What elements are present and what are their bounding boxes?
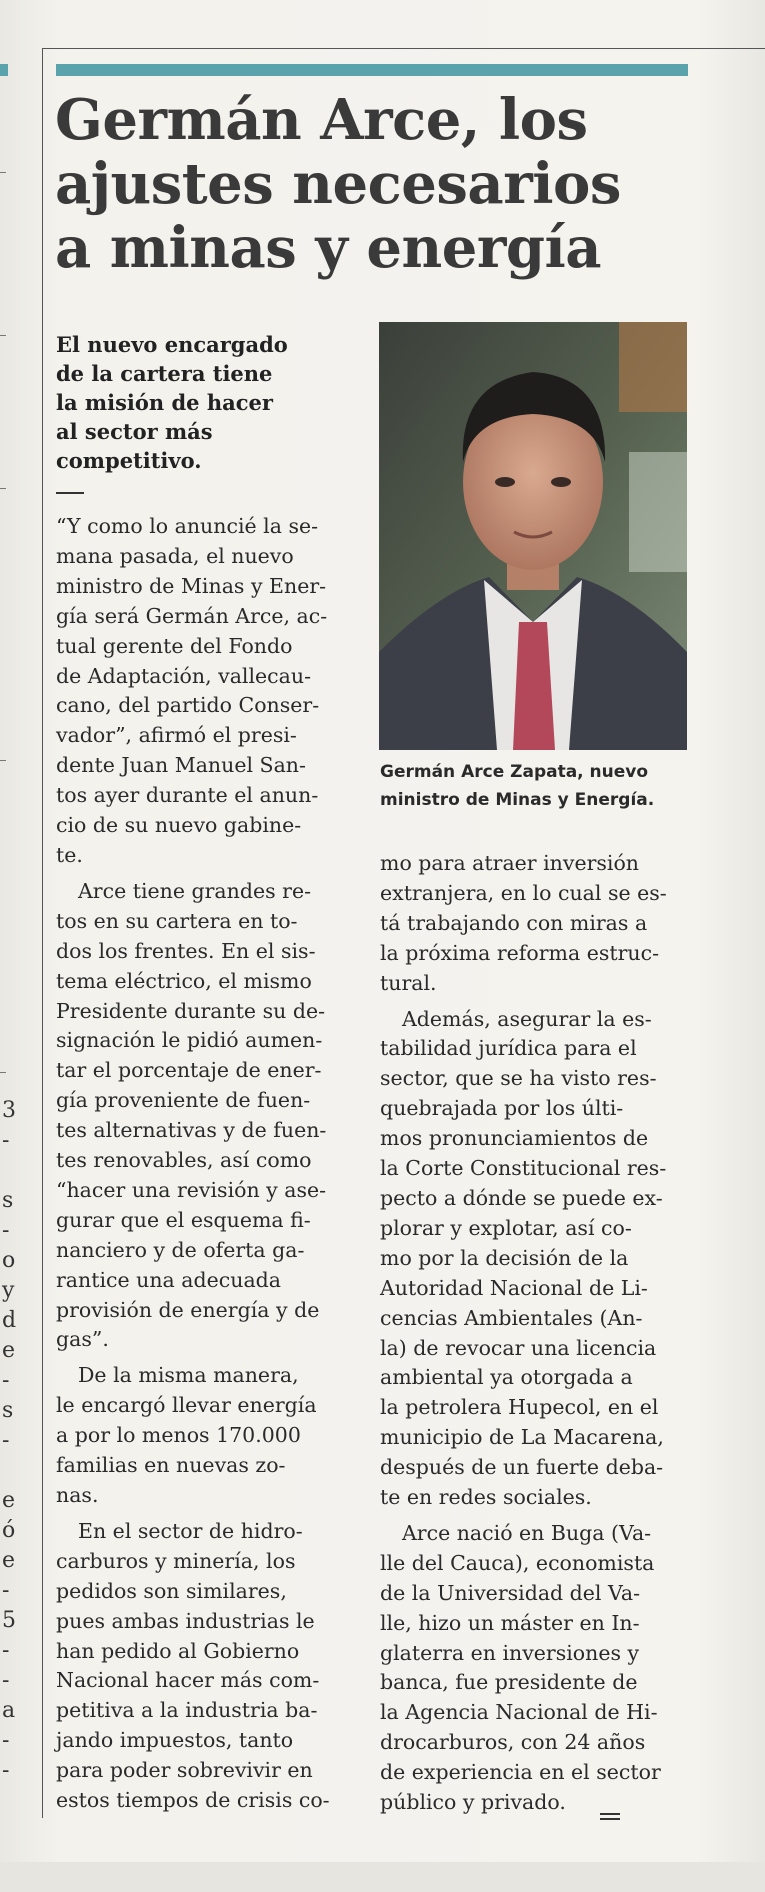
body-text-line: de experiencia en el sector — [380, 1760, 661, 1785]
body-text-line: mana pasada, el nuevo — [56, 543, 294, 568]
body-text-line: familias en nuevas zo- — [56, 1453, 286, 1478]
body-text-line: la) de revocar una licencia — [380, 1335, 657, 1360]
body-text-line: En el sector de hidro- — [78, 1518, 303, 1543]
body-text-line: te. — [56, 842, 83, 867]
body-text-line: signación le pidió aumen- — [56, 1028, 323, 1053]
adjacent-column-fragment: - — [2, 1668, 10, 1693]
body-text-line: tos ayer durante el anun- — [56, 783, 319, 808]
body-text-line: tes alternativas y de fuen- — [56, 1118, 327, 1143]
adjacent-column-fragment: - — [2, 1428, 10, 1453]
headline-line: a minas y energía — [55, 215, 602, 281]
body-text-line: estos tiempos de crisis co- — [56, 1788, 330, 1813]
portrait-photo — [379, 322, 687, 750]
lead-line: de la cartera tiene — [56, 361, 273, 386]
body-text-line: extranjera, en lo cual se es- — [380, 880, 667, 905]
body-text-line: plorar y explotar, así co- — [380, 1215, 632, 1240]
body-text-line: la próxima reforma estruc- — [380, 940, 659, 965]
body-text-line: sector, que se ha visto res- — [380, 1066, 657, 1091]
body-text-line: para poder sobrevivir en — [56, 1758, 313, 1783]
body-text-line: dente Juan Manuel San- — [56, 753, 306, 778]
article-frame-left-rule — [42, 48, 43, 1818]
body-text-line: pues ambas industrias le — [56, 1608, 315, 1633]
body-text-line: drocarburos, con 24 años — [380, 1730, 646, 1755]
body-text-line: mo para atraer inversión — [380, 851, 640, 875]
body-text-line: dos los frentes. En el sis- — [56, 938, 316, 963]
body-text-line: jando impuestos, tanto — [56, 1728, 294, 1753]
caption-line: Germán Arce Zapata, nuevo — [380, 762, 649, 782]
adjacent-column-fragment: 5 — [2, 1608, 16, 1633]
adjacent-column-fragment: - — [2, 1578, 10, 1603]
body-text-line: Arce nació en Buga (Va- — [402, 1520, 652, 1545]
body-text-line: cio de su nuevo gabine- — [56, 813, 302, 838]
body-text-line: vador”, afirmó el presi- — [56, 723, 297, 748]
lead-divider — [56, 492, 84, 494]
body-text-line: provisión de energía y de — [56, 1297, 320, 1322]
body-text-line: Presidente durante su de- — [56, 998, 326, 1023]
headline-accent-bar — [56, 64, 688, 76]
body-text-line: Además, asegurar la es- — [402, 1006, 652, 1031]
body-text-line: tual gerente del Fondo — [56, 633, 293, 658]
body-text-line: gía será Germán Arce, ac- — [56, 603, 328, 628]
page-bottom-edge — [0, 1862, 765, 1892]
body-text-line: municipio de La Macarena, — [380, 1425, 664, 1450]
body-text-line: petitiva a la industria ba- — [56, 1698, 318, 1723]
article-lead — [56, 330, 316, 475]
body-text-line: “Y como lo anuncié la se- — [56, 514, 319, 538]
adjacent-column-fragment: - — [2, 1368, 10, 1393]
adjacent-column-fragment: y — [2, 1278, 15, 1303]
body-text-line: la petrolera Hupecol, en el — [380, 1395, 659, 1420]
body-text-line: público y privado. — [380, 1790, 566, 1815]
body-text-line: carburos y minería, los — [56, 1548, 296, 1573]
body-text-line: nanciero y de oferta ga- — [56, 1237, 305, 1262]
body-text-line: pecto a dónde se puede ex- — [380, 1185, 663, 1210]
adjacent-column-fragment: - — [2, 1128, 10, 1153]
body-text-line: te en redes sociales. — [380, 1485, 592, 1510]
body-text-line: Nacional hacer más com- — [56, 1668, 320, 1693]
body-text-line: lle del Cauca), economista — [380, 1550, 655, 1575]
article-body-column-left — [56, 512, 352, 1816]
body-text-line: la Corte Constitucional res- — [380, 1156, 667, 1181]
body-text-line: tos en su cartera en to- — [56, 908, 298, 933]
adjacent-column-fragment: e — [2, 1548, 16, 1573]
adjacent-column-fragment: d — [2, 1308, 17, 1333]
body-text-line: tabilidad jurídica para el — [380, 1036, 637, 1061]
lead-line: competitivo. — [56, 448, 202, 473]
body-text-line: Arce tiene grandes re- — [78, 878, 312, 903]
adjacent-column-fragment: ó — [2, 1518, 16, 1543]
headline-line: ajustes necesarios — [55, 151, 621, 217]
body-text-line: ambiental ya otorgada a — [380, 1365, 633, 1390]
adjacent-column-fragment: o — [2, 1248, 16, 1273]
body-text-line: gurar que el esquema fi- — [56, 1207, 311, 1232]
body-text-line: de la Universidad del Va- — [380, 1580, 641, 1605]
article-headline — [55, 88, 695, 280]
body-text-line: la Agencia Nacional de Hi- — [380, 1700, 658, 1725]
adjacent-column-fragment: - — [2, 1728, 10, 1753]
body-text-line: después de un fuerte deba- — [380, 1455, 664, 1480]
body-text-line: de Adaptación, vallecau- — [56, 663, 311, 688]
body-text-line: cano, del partido Conser- — [56, 693, 320, 718]
body-text-line: ministro de Minas y Ener- — [56, 573, 327, 598]
body-text-line: tar el porcentaje de ener- — [56, 1058, 322, 1083]
article-frame-top-rule — [42, 48, 765, 49]
lead-line: El nuevo encargado — [56, 332, 288, 357]
adjacent-column-fragment: e — [2, 1488, 16, 1513]
body-text-line: tural. — [380, 970, 437, 995]
body-text-line: glaterra en inversiones y — [380, 1640, 640, 1665]
lead-line: al sector más — [56, 419, 213, 444]
adjacent-column-fragment: e — [2, 1338, 16, 1363]
body-text-line: han pedido al Gobierno — [56, 1638, 300, 1663]
body-text-line: tes renovables, así como — [56, 1148, 312, 1173]
body-text-line: cencias Ambientales (An- — [380, 1305, 643, 1330]
lead-line: la misión de hacer — [56, 390, 273, 415]
adjacent-column-fragment: - — [2, 1218, 10, 1243]
adjacent-column-fragment: a — [2, 1698, 16, 1723]
body-text-line: gas”. — [56, 1327, 109, 1352]
headline-line: Germán Arce, los — [55, 87, 588, 153]
body-text-line: Autoridad Nacional de Li- — [380, 1275, 648, 1300]
body-text-line: rantice una adecuada — [56, 1267, 282, 1292]
body-text-line: nas. — [56, 1483, 99, 1507]
portrait-image — [379, 322, 687, 750]
body-text-line: le encargó llevar energía — [56, 1393, 317, 1418]
body-text-line: quebrajada por los últi- — [380, 1096, 624, 1121]
adjacent-column-fragment: - — [2, 1758, 10, 1783]
caption-line: ministro de Minas y Energía. — [380, 790, 655, 810]
body-text-line: a por lo menos 170.000 — [56, 1423, 301, 1448]
adjacent-column-fragment: - — [2, 1638, 10, 1663]
body-text-line: De la misma manera, — [78, 1363, 299, 1388]
end-of-article-icon — [600, 1813, 620, 1825]
body-text-line: tema eléctrico, el mismo — [56, 968, 312, 993]
adjacent-column-fragment: s — [2, 1398, 14, 1423]
body-text-line: “hacer una revisión y ase- — [56, 1177, 327, 1202]
article-body-column-right — [380, 849, 692, 1818]
adjacent-column-fragment: 3 — [2, 1098, 16, 1123]
body-text-line: mos pronunciamientos de — [380, 1126, 649, 1151]
body-text-line: gía proveniente de fuen- — [56, 1088, 311, 1113]
body-text-line: pedidos son similares, — [56, 1578, 287, 1603]
adjacent-accent-bar — [0, 64, 8, 76]
body-text-line: tá trabajando con miras a — [380, 910, 648, 935]
body-text-line: lle, hizo un máster en In- — [380, 1610, 640, 1635]
adjacent-column-fragment: s — [2, 1188, 14, 1213]
photo-caption — [380, 758, 690, 814]
body-text-line: banca, fue presidente de — [380, 1670, 638, 1695]
body-text-line: mo por la decisión de la — [380, 1245, 629, 1270]
